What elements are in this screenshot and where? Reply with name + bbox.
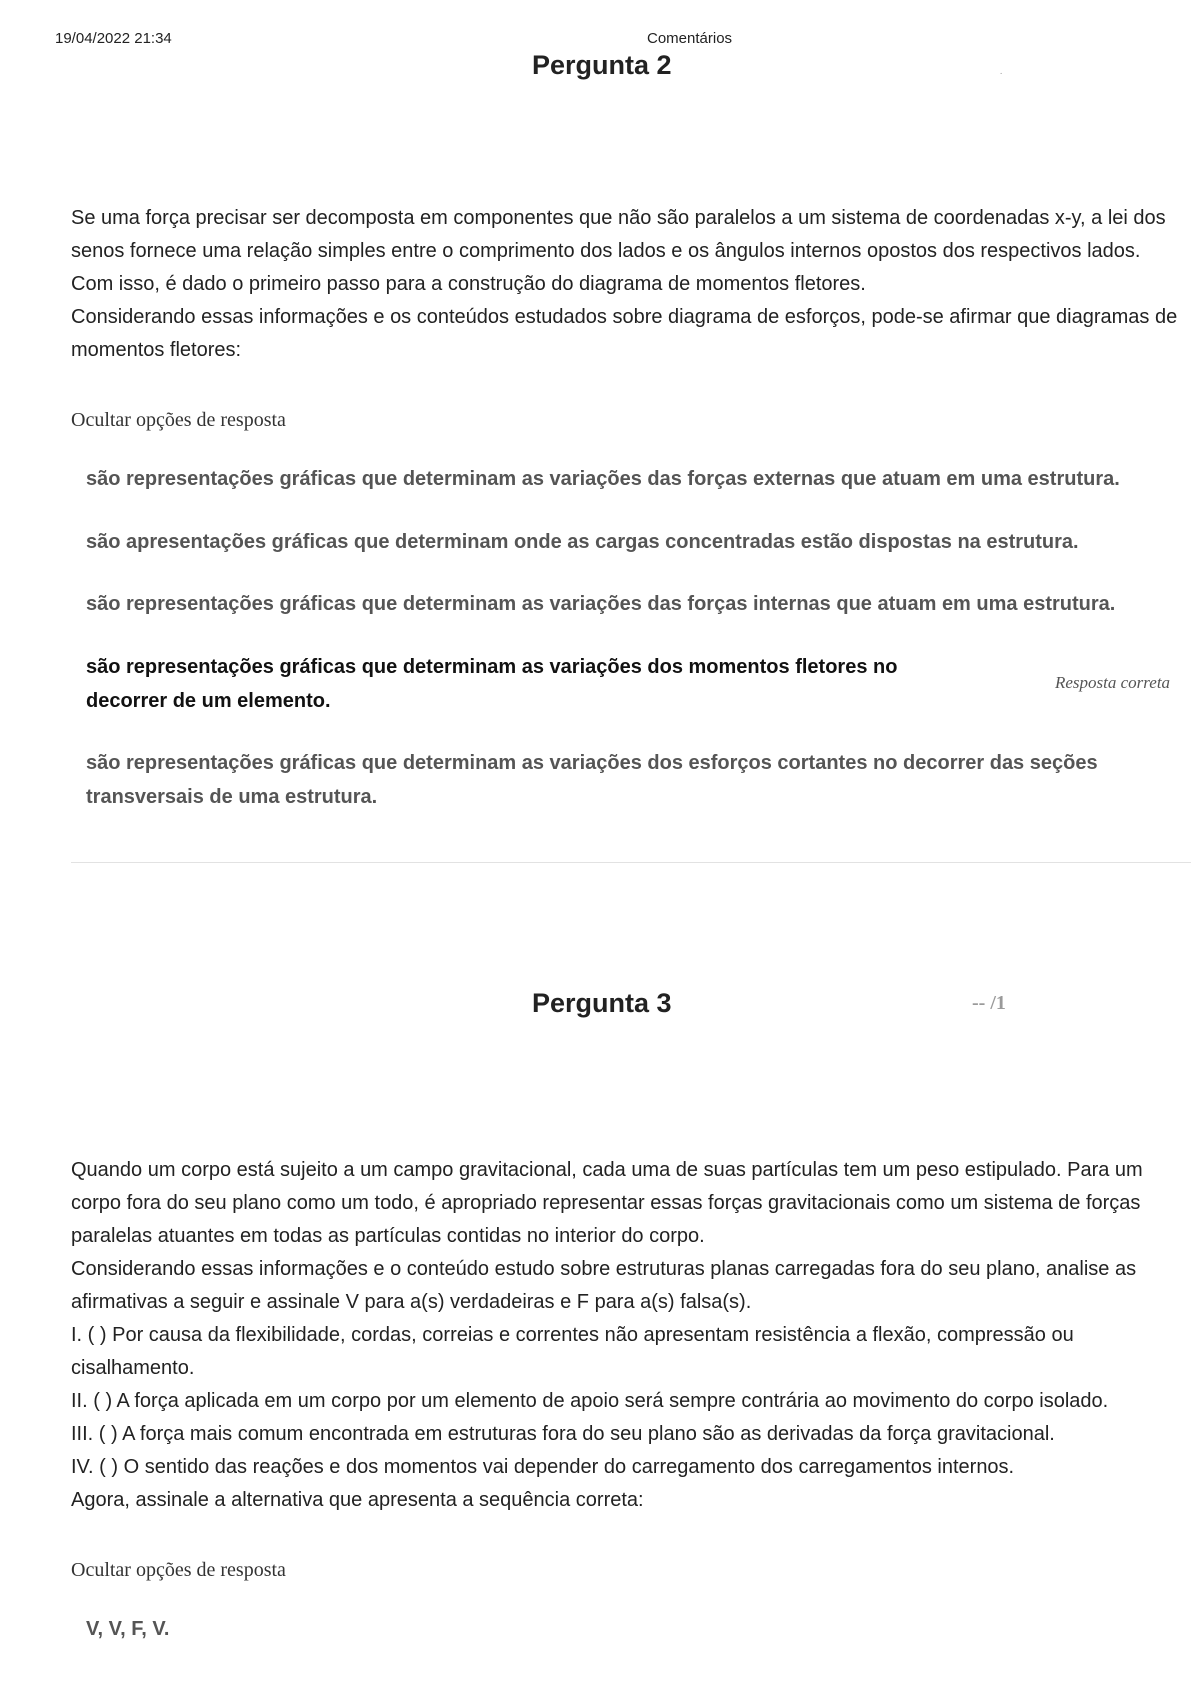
correct-answer-label: Resposta correta xyxy=(1055,673,1171,692)
question-3-statement: III. ( ) A força mais comum encontrada em estruturas fora do seu plano são as derivadas da força gravitacional. xyxy=(71,1423,1055,1445)
question-2-title: Pergunta 2 xyxy=(532,50,672,80)
answer-option[interactable]: são representações gráficas que determinam as variações das forças internas que atuam em uma estrutura. xyxy=(86,593,1116,615)
question-3-paragraph: Considerando essas informações e o conteúdo estudo sobre estruturas planas carregadas fora do seu plano, analise as afirmativas a seguir e assinale V para a(s) verdadeiras e F para a(s) falsa(s). xyxy=(71,1258,1137,1313)
print-datetime: 19/04/2022 21:34 xyxy=(55,30,172,47)
question-3-score: -- /1 xyxy=(972,992,1006,1014)
hide-answer-options-toggle[interactable]: Ocultar opções de resposta xyxy=(71,409,286,431)
question-3-paragraph: Quando um corpo está sujeito a um campo gravitacional, cada uma de suas partículas tem um peso estipulado. Para um corpo fora do seu plano como um todo, é apropriado representar essas forças gravitacionais como um sistema de forças paralelas atuantes em todas as partículas contidas no interior do corpo. xyxy=(71,1159,1143,1247)
question-3-statement: I. ( ) Por causa da flexibilidade, cordas, correias e correntes não apresentam resistência a flexão, compressão ou cisalhamento. xyxy=(71,1324,1074,1379)
page-header-title: Comentários xyxy=(647,30,733,47)
question-2-score: . xyxy=(1000,66,1003,76)
question-3-paragraph: Agora, assinale a alternativa que apresenta a sequência correta: xyxy=(71,1489,644,1511)
question-2-paragraph: Se uma força precisar ser decomposta em componentes que não são paralelos a um sistema de coordenadas x-y, a lei dos senos fornece uma relação simples entre o comprimento dos lados e os ângulos internos opostos dos respectivos lados. Com isso, é dado o primeiro passo para a construção do diagrama de momentos fletores. xyxy=(71,207,1166,295)
question-2-text xyxy=(71,202,1181,367)
hide-answer-options-toggle[interactable]: Ocultar opções de resposta xyxy=(71,1559,286,1581)
question-3-statement: II. ( ) A força aplicada em um corpo por um elemento de apoio será sempre contrária ao movimento do corpo isolado. xyxy=(71,1390,1109,1412)
question-3-title: Pergunta 3 xyxy=(532,988,672,1018)
answer-option-correct[interactable]: são representações gráficas que determinam as variações dos momentos fletores no decorrer de um elemento. xyxy=(86,656,898,712)
section-divider xyxy=(71,862,1191,863)
question-3-statement: IV. ( ) O sentido das reações e dos momentos vai depender do carregamento dos carregamentos internos. xyxy=(71,1456,1015,1478)
answer-option[interactable]: são apresentações gráficas que determinam onde as cargas concentradas estão dispostas na estrutura. xyxy=(86,531,1079,553)
answer-option[interactable]: são representações gráficas que determinam as variações dos esforços cortantes no decorrer das seções transversais de uma estrutura. xyxy=(86,752,1098,808)
question-3-text xyxy=(71,1154,1181,1517)
answer-option[interactable]: V, V, F, V. xyxy=(86,1618,170,1640)
question-2-paragraph: Considerando essas informações e os conteúdos estudados sobre diagrama de esforços, pode-se afirmar que diagramas de momentos fletores: xyxy=(71,306,1178,361)
answer-option[interactable]: são representações gráficas que determinam as variações das forças externas que atuam em uma estrutura. xyxy=(86,468,1120,490)
